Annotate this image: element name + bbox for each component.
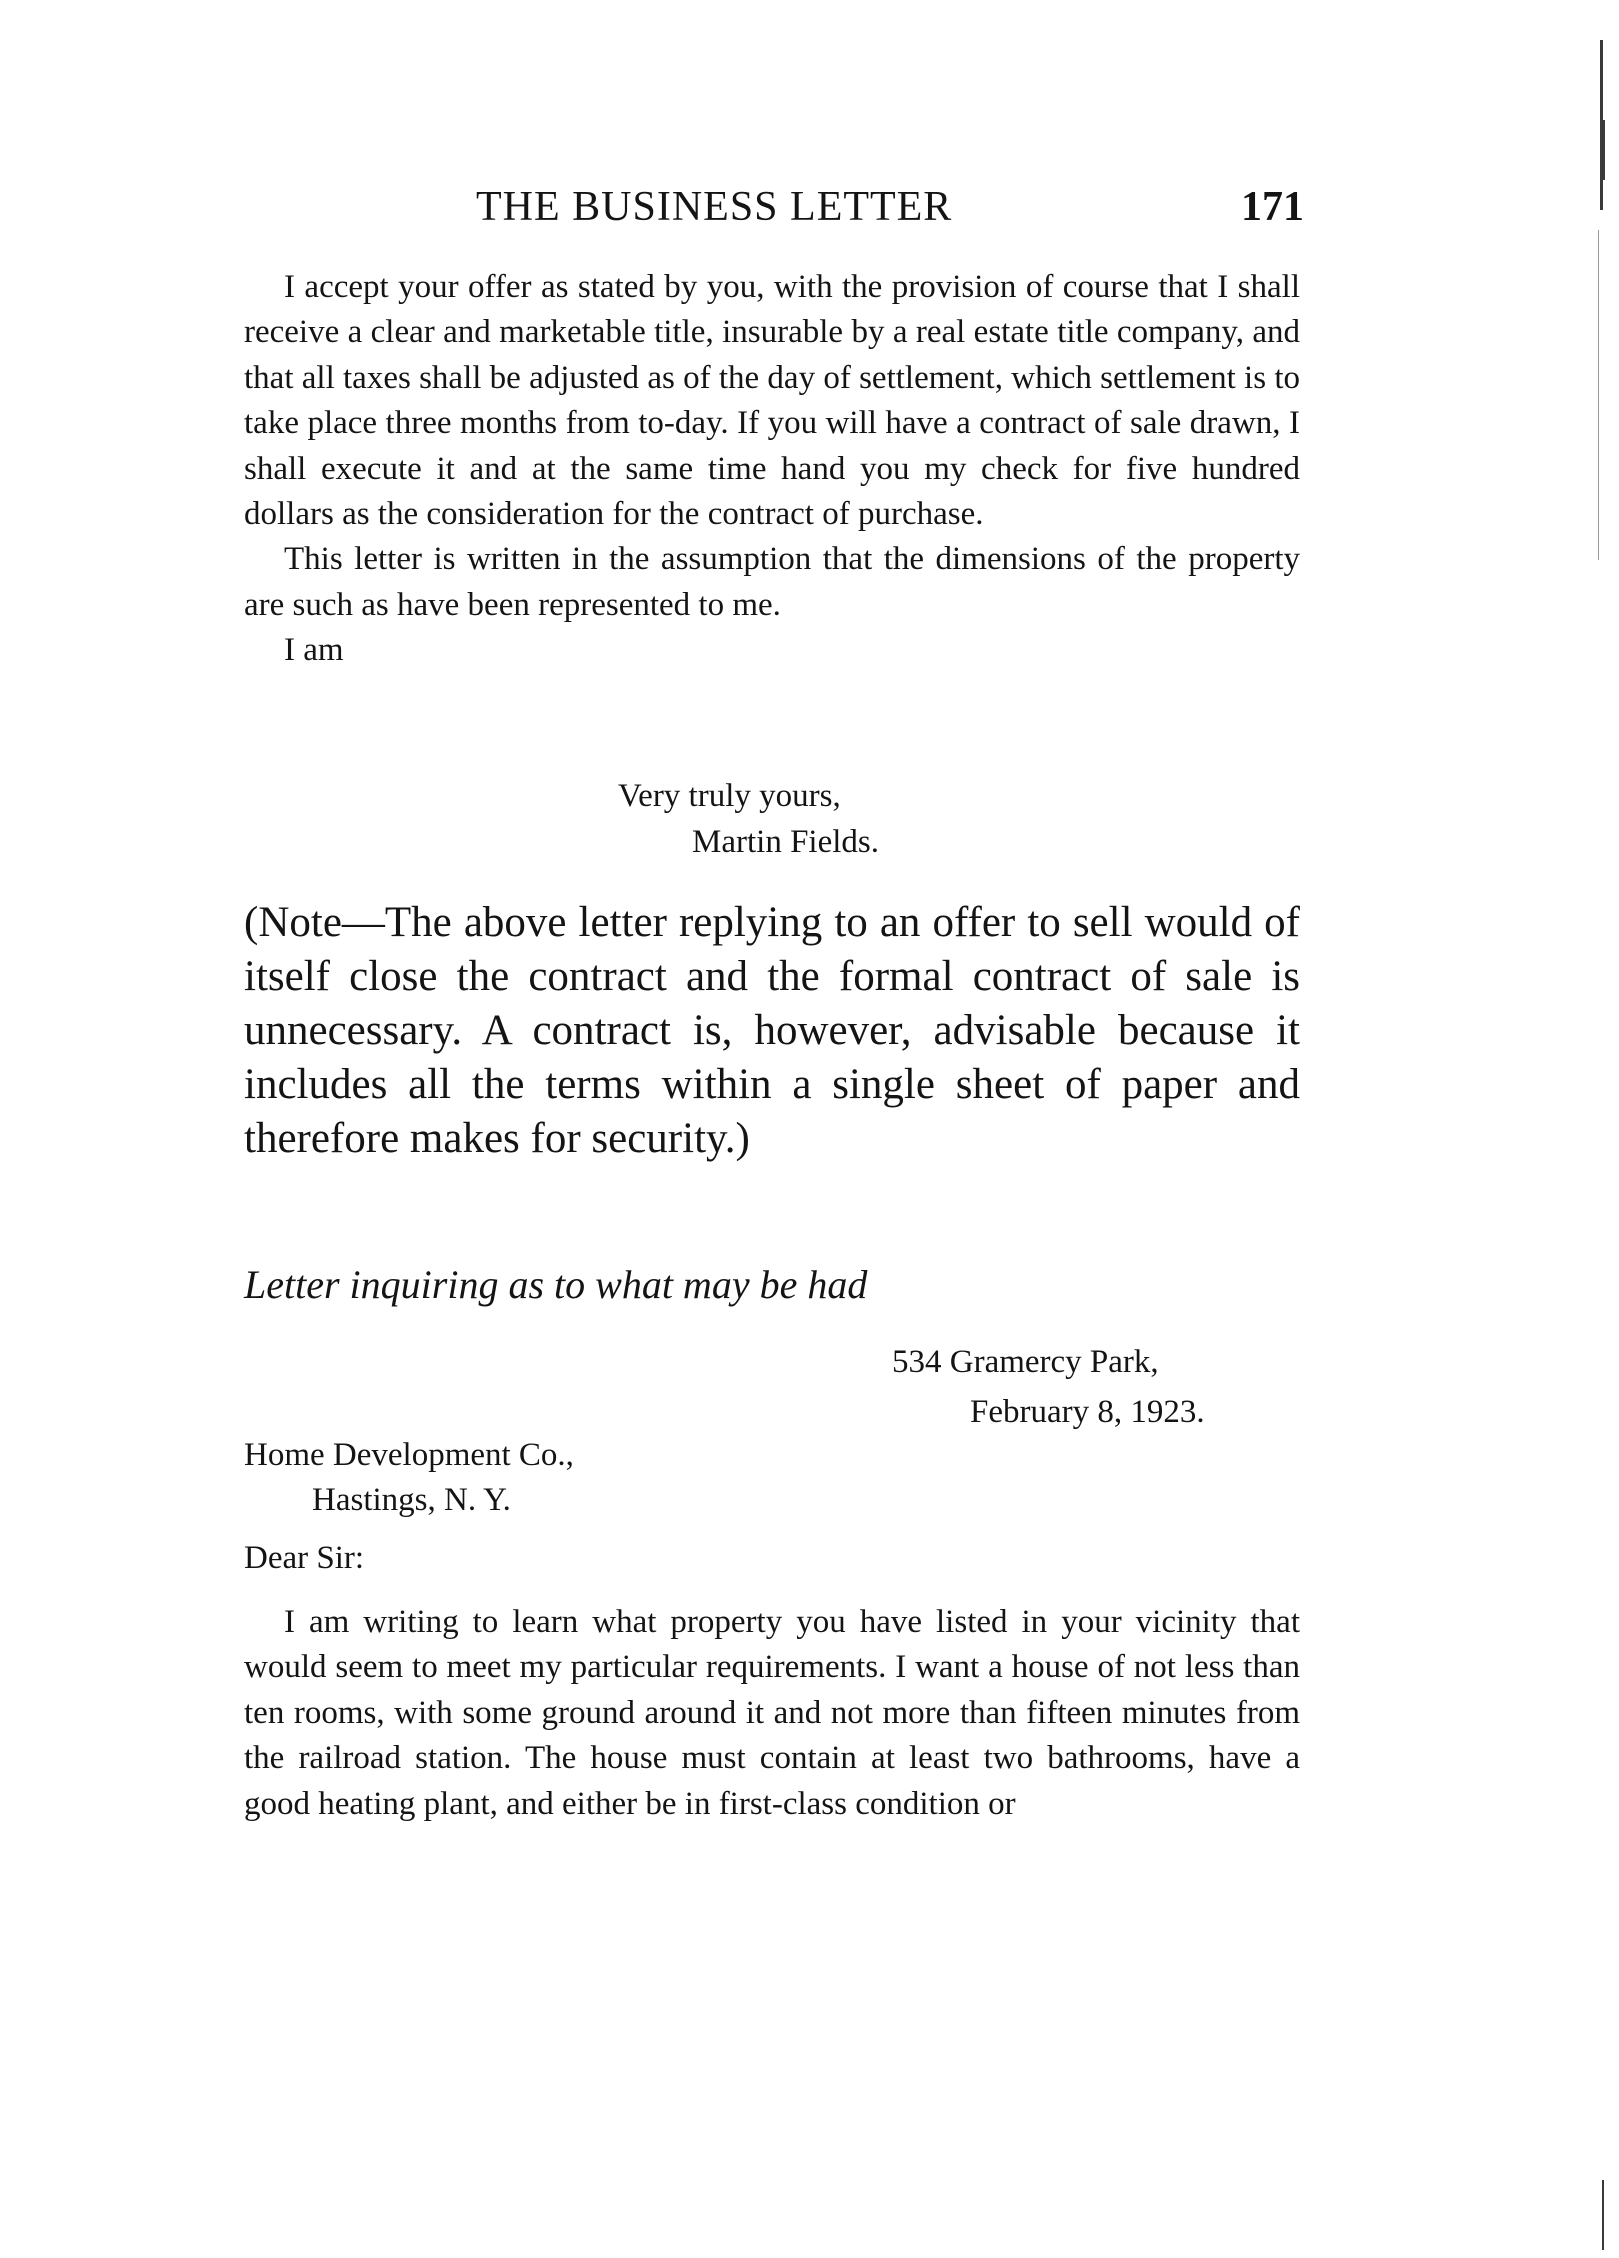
recipient-name: Home Development Co., — [244, 1437, 574, 1473]
editorial-note: (Note—The above letter replying to an offer to sell would of itself close the contract and the formal contract of sale is unnecessary. A contract is, however, advisable because it includes all the terms within a single sheet of paper and therefore makes for security.) — [244, 899, 1300, 1162]
signature: Martin Fields. — [692, 824, 879, 860]
recipient-city: Hastings, N. Y. — [312, 1482, 511, 1518]
page-header — [476, 182, 1304, 232]
page-number: 171 — [1241, 184, 1304, 230]
complimentary-close: Very truly yours, — [618, 778, 841, 814]
letter-date: February 8, 1923. — [970, 1394, 1205, 1430]
paragraph: I am — [284, 632, 344, 669]
letter-body-1 — [244, 265, 1300, 674]
paragraph: I accept your offer as stated by you, with the provision of course that I shall receive a clear and marketable title, insurable by a real estate title company, and that all taxes shall be adjusted as of the day of settlement, which settlement is to take place three months from to-day. If you will have a contract of sale drawn, I shall execute it and at the same time hand you my check for five hundred dollars as the consideration for the contract of purchase. — [244, 269, 1300, 533]
section-heading: Letter inquiring as to what may be had — [244, 1262, 868, 1307]
paragraph: I am writing to learn what property you have listed in your vicinity that would seem to meet my particular requirements. I want a house of not less than ten rooms, with some ground around it and not more than fifteen minutes from the railroad station. The house must contain at least two bathrooms, have a good heating plant, and either be in first-class condition or — [244, 1604, 1300, 1822]
scan-edge-mark — [1602, 2180, 1604, 2250]
salutation: Dear Sir: — [244, 1540, 365, 1576]
paragraph: This letter is written in the assumption that the dimensions of the property are such as have been represented to me. — [244, 541, 1300, 623]
running-title: THE BUSINESS LETTER — [476, 184, 953, 230]
letter-body-2 — [244, 1600, 1300, 1827]
scan-edge-mark — [1598, 230, 1599, 560]
sender-address: 534 Gramercy Park, — [892, 1344, 1159, 1380]
scan-edge-mark — [1603, 120, 1605, 180]
